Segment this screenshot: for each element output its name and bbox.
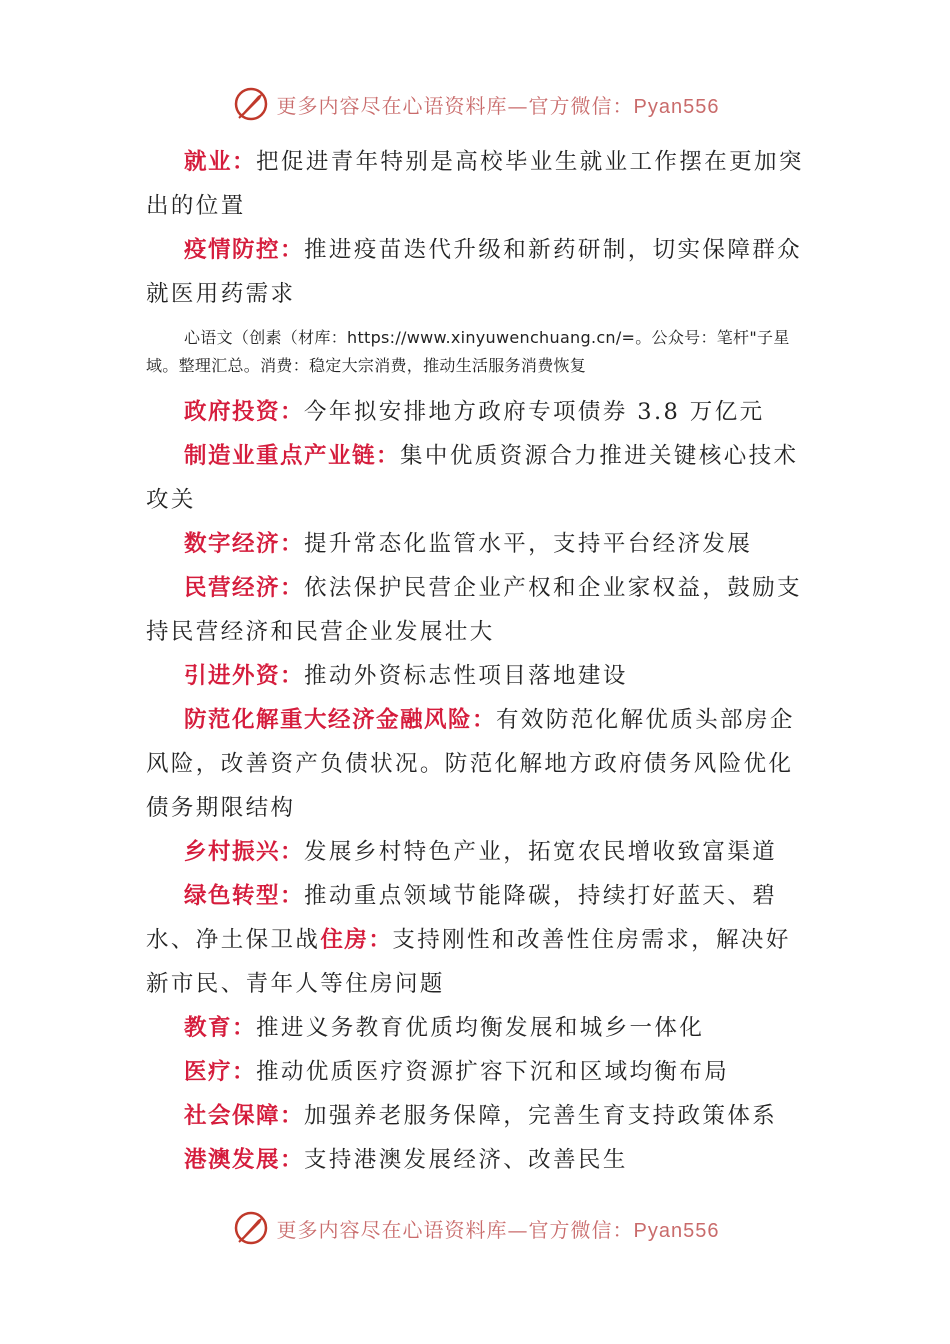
section-financial-risk: 防范化解重大经济金融风险：有效防范化解优质头部房企风险，改善资产负债状况。防范化解地方政府债务风险优化债务期限结构 [146,707,795,821]
document-body [146,140,810,1182]
section-social-security: 社会保障：加强养老服务保障，完善生育支持政策体系 [184,1103,778,1129]
section-foreign-investment: 引进外资：推动外资标志性项目落地建设 [184,663,628,689]
section-education: 教育：推进义务教育优质均衡发展和城乡一体化 [184,1015,705,1041]
pen-nib-logo-icon [231,84,271,124]
section-employment: 就业：把促进青年特别是高校毕业生就业工作摆在更加突出的位置 [146,149,804,219]
banner-text: 更多内容尽在心语资料库—官方微信：Pyan556 [276,1217,720,1242]
footer-banner [0,1206,950,1250]
source-note: 心语文（创素（材库：https://www.xinyuwenchuang.cn/=。公众号：笔杆"子星域。整理汇总。消费：稳定大宗消费，推动生活服务消费恢复 [146,328,790,375]
section-healthcare: 医疗：推动优质医疗资源扩容下沉和区域均衡布局 [184,1059,730,1085]
section-private-economy: 民营经济：依法保护民营企业产权和企业家权益，鼓励支持民营经济和民营企业发展壮大 [146,575,803,645]
section-green-housing: 绿色转型：推动重点领域节能降碳，持续打好蓝天、碧水、净土保卫战住房：支持刚性和改善性住房需求，解决好新市民、青年人等住房问题 [146,883,791,997]
banner-text: 更多内容尽在心语资料库—官方微信：Pyan556 [276,93,720,118]
header-banner [0,82,950,126]
section-manufacturing: 制造业重点产业链：集中优质资源合力推进关键核心技术攻关 [146,443,799,513]
section-rural-revitalization: 乡村振兴：发展乡村特色产业，拓宽农民增收致富渠道 [184,839,778,865]
section-hk-macau: 港澳发展：支持港澳发展经济、改善民生 [184,1147,628,1173]
section-epidemic: 疫情防控：推进疫苗迭代升级和新药研制，切实保障群众就医用药需求 [146,237,803,307]
section-investment: 政府投资：今年拟安排地方政府专项债券 3.8 万亿元 [184,399,765,425]
pen-nib-logo-icon [231,1208,271,1248]
section-digital-economy: 数字经济：提升常态化监管水平，支持平台经济发展 [184,531,753,557]
